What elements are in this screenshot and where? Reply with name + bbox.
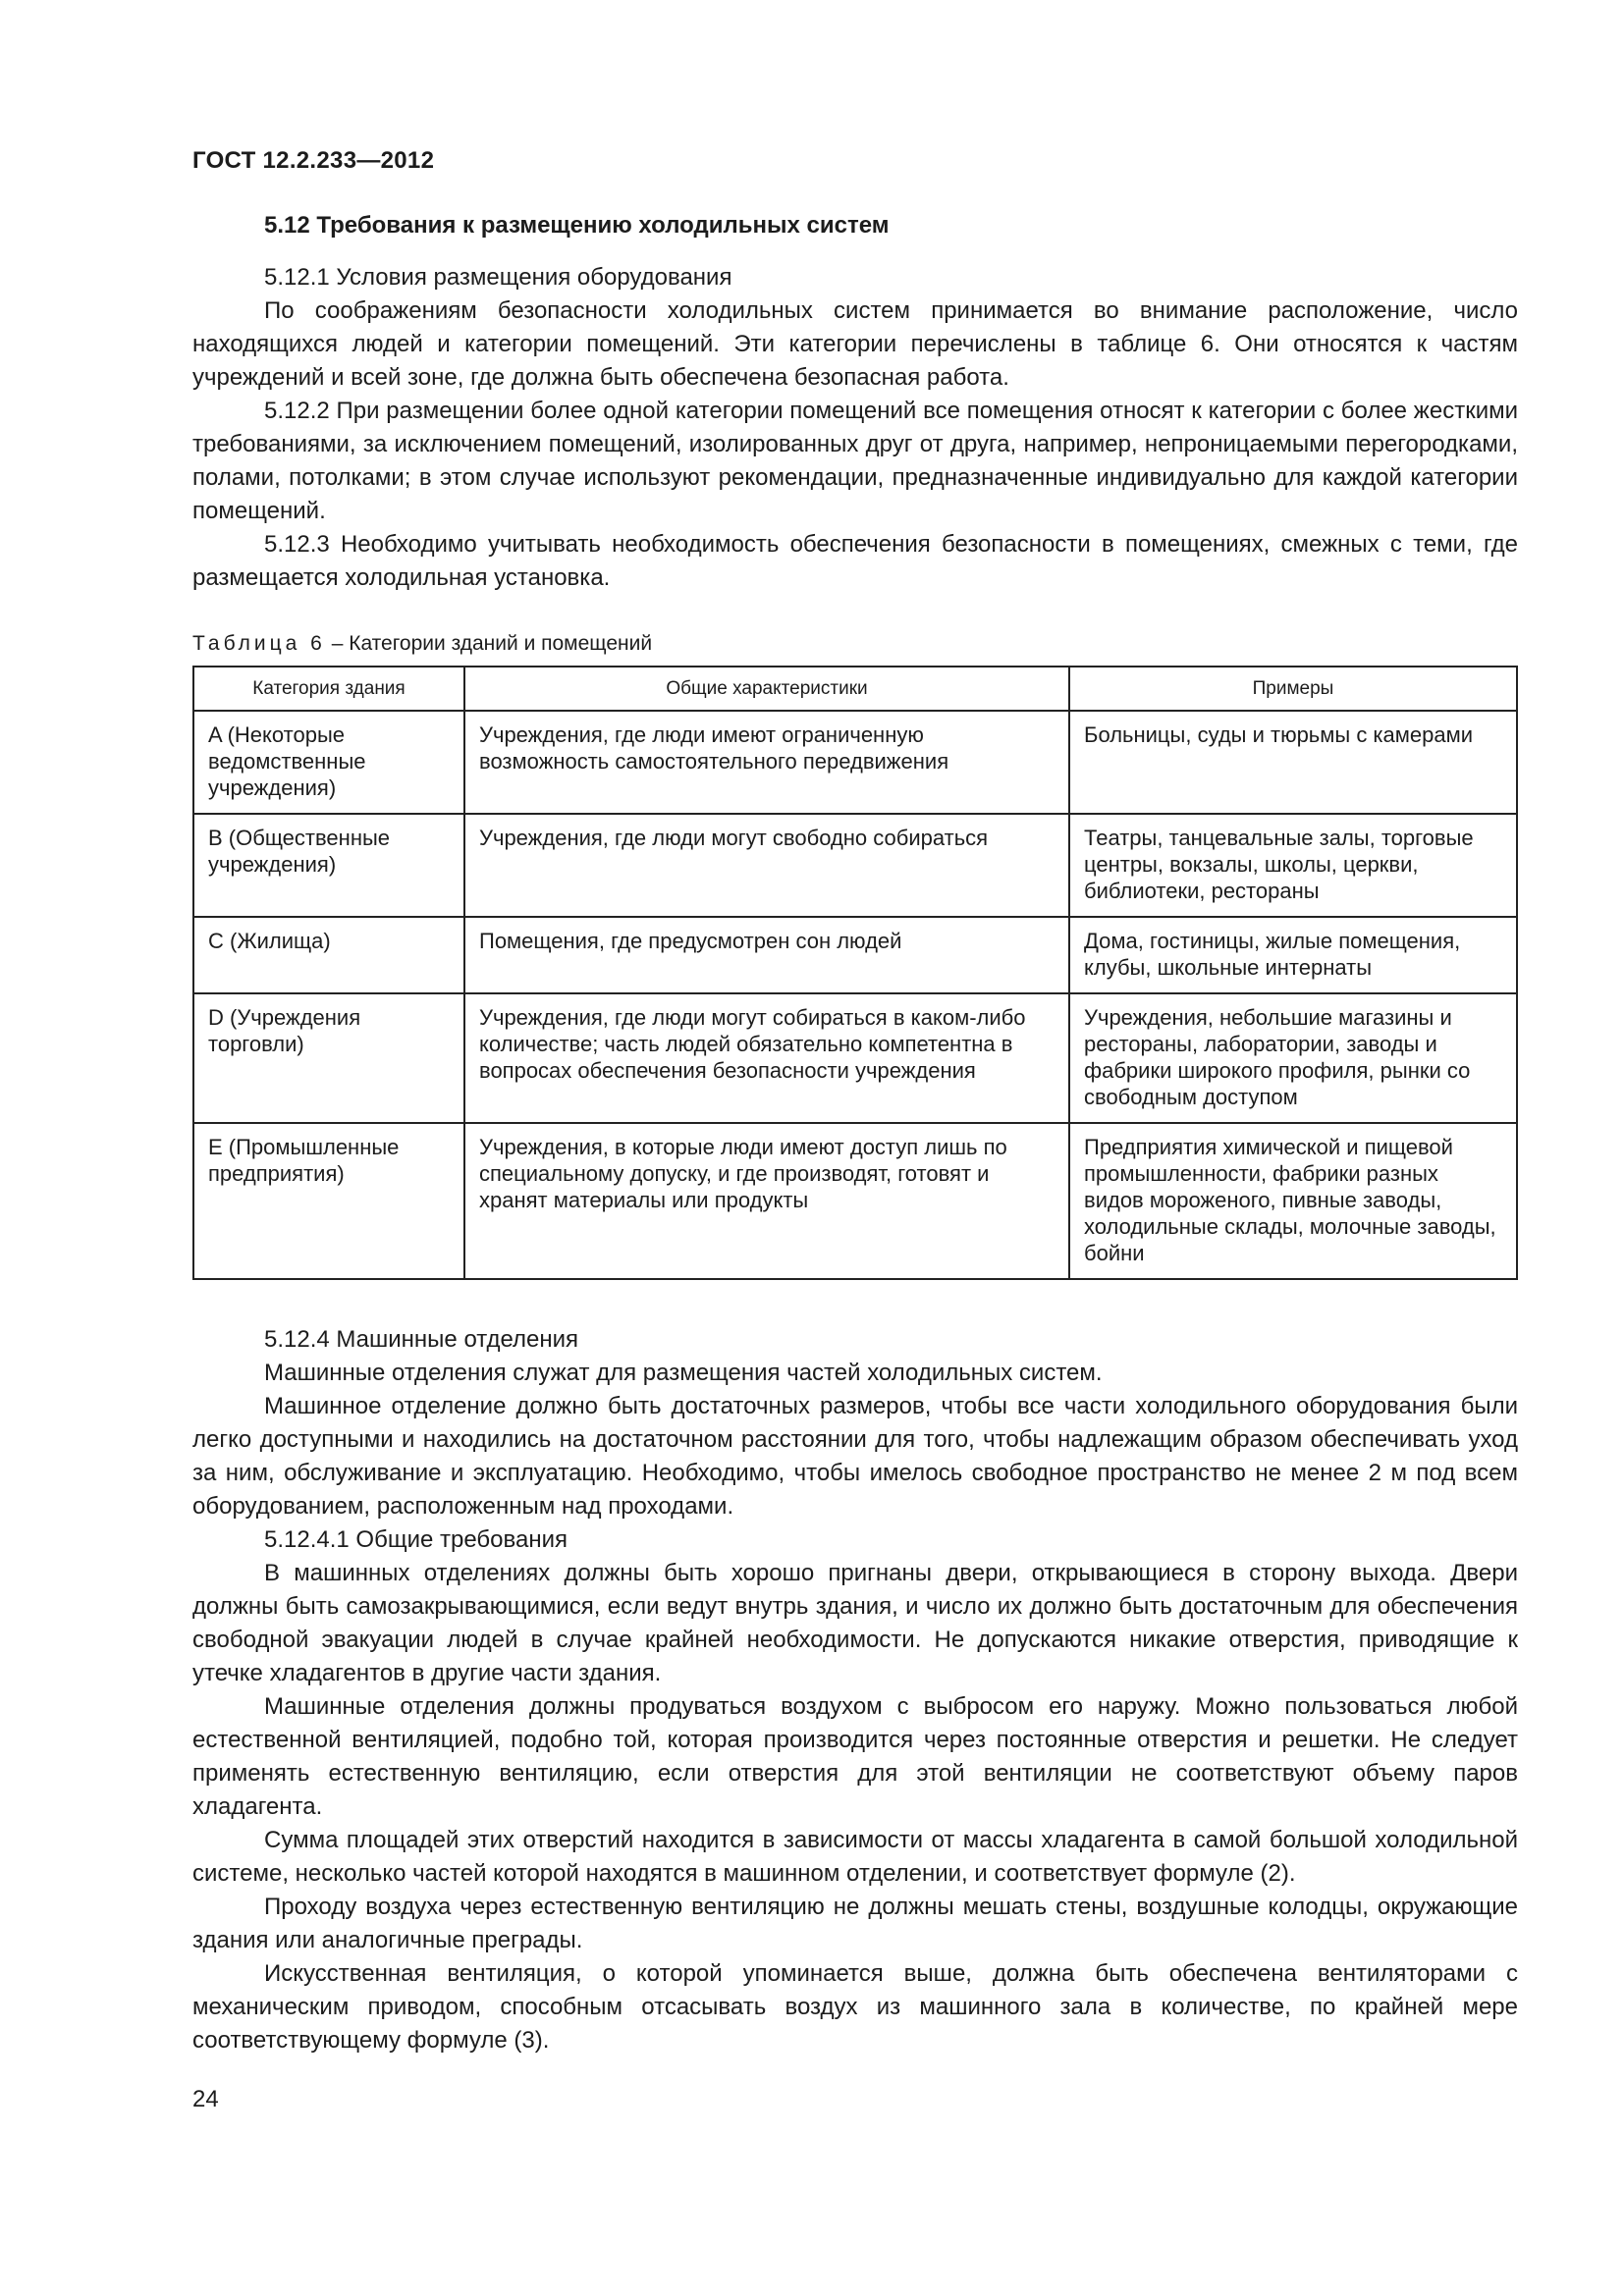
categories-table [192, 666, 1518, 1280]
table-row [193, 1123, 1517, 1279]
table-header-row [193, 667, 1517, 711]
table-cell-category: D (Учреждения торговли) [193, 993, 464, 1123]
paragraph: Искусственная вентиляция, о которой упоминается выше, должна быть обеспечена вентиляторами с механическим приводом, способным отсасывать воздух из машинного зала в количестве, по крайней мере соответствующему формуле (3). [192, 1960, 1518, 2054]
page-number: 24 [192, 2086, 219, 2112]
paragraph: В машинных отделениях должны быть хорошо пригнаны двери, открывающиеся в сторону выхода. Двери должны быть самозакрывающимися, если ведут внутрь здания, и число их должно быть достаточным для обеспечения свободной эвакуации людей в случае крайней необходимости. Не допускаются никакие отверстия, приводящие к утечке хладагентов в другие части здания. [192, 1560, 1518, 1686]
paragraph: Машинные отделения служат для размещения частей холодильных систем. [264, 1360, 1103, 1386]
table-cell-examples: Учреждения, небольшие магазины и рестораны, лаборатории, заводы и фабрики широкого профиля, рынки со свободным доступом [1069, 993, 1517, 1123]
paragraph: 5.12.2 При размещении более одной категории помещений все помещения относят к категории с более жесткими требованиями, за исключением помещений, изолированных друг от друга, например, непроницаемыми перегородками, полами, потолками; в этом случае используют рекомендации, предназначенные индивидуально для каждой категории помещений. [192, 398, 1518, 524]
table-cell-characteristics: Учреждения, где люди могут свободно собираться [464, 814, 1069, 917]
table-cell-category: A (Некоторые ведомственные учреждения) [193, 711, 464, 814]
paragraph: Машинные отделения должны продуваться воздухом с выбросом его наружу. Можно пользоваться любой естественной вентиляцией, подобно той, которая производится через постоянные отверстия и решетки. Не следует применять естественную вентиляцию, если отверстия для этой вентиляции не соответствуют объему паров хладагента. [192, 1693, 1518, 1820]
table-cell-category: C (Жилища) [193, 917, 464, 993]
table-cell-category: E (Промышленные предприятия) [193, 1123, 464, 1279]
table-header-cell: Категория здания [193, 667, 464, 711]
document-header: ГОСТ 12.2.233—2012 [192, 147, 435, 174]
table-caption-text: – Категории зданий и помещений [325, 632, 653, 655]
section-title: 5.12 Требования к размещению холодильных систем [264, 212, 890, 239]
table-caption-label: Таблица 6 [192, 632, 326, 655]
table-row [193, 917, 1517, 993]
document-page [192, 147, 1518, 2057]
paragraph: Проходу воздуха через естественную вентиляцию не должны мешать стены, воздушные колодцы, окружающие здания или аналогичные преграды. [192, 1894, 1518, 1953]
paragraph: По соображениям безопасности холодильных систем принимается во внимание расположение, число находящихся людей и категории помещений. Эти категории перечислены в таблице 6. Они относятся к частям учреждений и всей зоне, где должна быть обеспечена безопасная работа. [192, 297, 1518, 391]
table-row [193, 814, 1517, 917]
table-cell-characteristics: Помещения, где предусмотрен сон людей [464, 917, 1069, 993]
table-row [193, 711, 1517, 814]
subsection-heading: 5.12.1 Условия размещения оборудования [264, 264, 732, 291]
table-header-cell: Общие характеристики [464, 667, 1069, 711]
subsection-heading: 5.12.4 Машинные отделения [264, 1326, 579, 1353]
paragraph: 5.12.3 Необходимо учитывать необходимость обеспечения безопасности в помещениях, смежных с теми, где размещается холодильная установка. [192, 531, 1518, 591]
table-row [193, 993, 1517, 1123]
table-cell-characteristics: Учреждения, где люди могут собираться в каком-либо количестве; часть людей обязательно компетентна в вопросах обеспечения безопасности учреждения [464, 993, 1069, 1123]
subsection-heading: 5.12.4.1 Общие требования [264, 1526, 568, 1553]
paragraph: Машинное отделение должно быть достаточных размеров, чтобы все части холодильного оборудования были легко доступными и находились на достаточном расстоянии для того, чтобы надлежащим образом обеспечивать уход за ним, обслуживание и эксплуатацию. Необходимо, чтобы имелось свободное пространство не менее 2 м под всем оборудованием, расположенным над проходами. [192, 1393, 1518, 1520]
table-caption [192, 632, 1518, 656]
table-cell-category: B (Общественные учреждения) [193, 814, 464, 917]
table-cell-characteristics: Учреждения, в которые люди имеют доступ лишь по специальному допуску, и где производят, готовят и хранят материалы или продукты [464, 1123, 1069, 1279]
table-cell-examples: Предприятия химической и пищевой промышленности, фабрики разных видов мороженого, пивные заводы, холодильные склады, молочные заводы, бойни [1069, 1123, 1517, 1279]
table-cell-examples: Театры, танцевальные залы, торговые центры, вокзалы, школы, церкви, библиотеки, рестораны [1069, 814, 1517, 917]
table-header-cell: Примеры [1069, 667, 1517, 711]
table-cell-examples: Дома, гостиницы, жилые помещения, клубы, школьные интернаты [1069, 917, 1517, 993]
table-cell-characteristics: Учреждения, где люди имеют ограниченную возможность самостоятельного передвижения [464, 711, 1069, 814]
paragraph: Сумма площадей этих отверстий находится в зависимости от массы хладагента в самой большой холодильной системе, несколько частей которой находятся в машинном отделении, и соответствует формуле (2). [192, 1827, 1518, 1887]
table-cell-examples: Больницы, суды и тюрьмы с камерами [1069, 711, 1517, 814]
